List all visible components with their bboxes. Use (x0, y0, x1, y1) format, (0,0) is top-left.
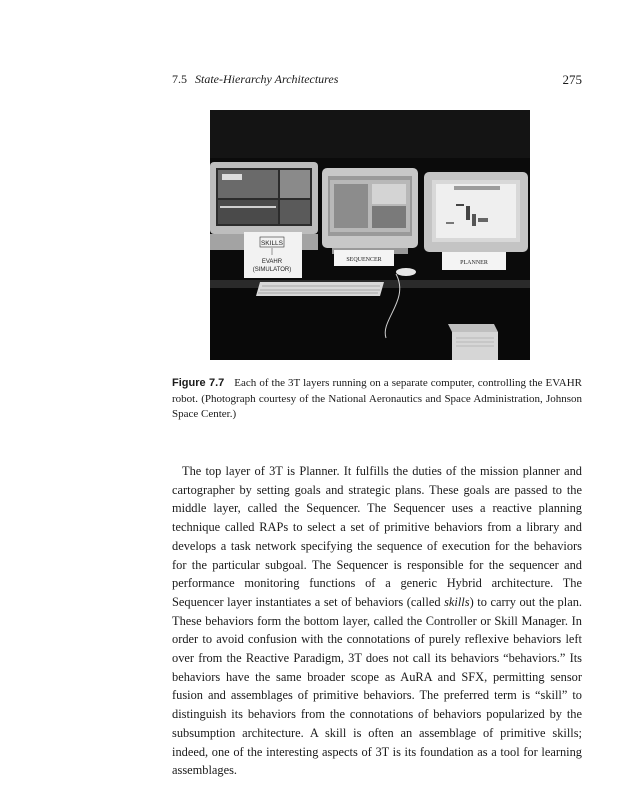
sequencer-monitor (322, 168, 418, 254)
figure-caption (172, 376, 582, 423)
skills-sign-label: SKILLS (260, 240, 284, 247)
sequencer-sign-label: SEQUENCER (346, 257, 382, 263)
body-text-part1: The top layer of 3T is Planner. It fulfills the duties of the mission planner and cartographer by setting goals and strategic plans. These goals are passed to the middle layer, called the Sequencer. The Sequencer uses a reactive planning technique called RAPs to select a set of primitive behaviors from a library and develops a task network specifying the sequence of execution for the behaviors for the particular subgoal. The Sequencer is responsible for the sequencer and performance monitoring functions of a generic Hybrid architecture. The Sequencer layer instantiates a set of behaviors (called (172, 464, 582, 609)
planner-monitor (424, 172, 528, 252)
figure-caption-text: Each of the 3T layers running on a separate computer, controlling the EVAHR robot. (Photograph courtesy of the National Aeronautics and Space Administration, Johnson Space Center.) (172, 377, 583, 420)
figure-photo (210, 110, 530, 360)
skills-emphasis: skills (444, 594, 470, 609)
evahr-sign-label: EVAHR (261, 259, 283, 265)
planner-sign-label: PLANNER (460, 260, 488, 266)
skills-sign (244, 232, 302, 278)
computer-tower (448, 324, 498, 360)
mouse (396, 268, 416, 276)
computer-lab-photo (210, 110, 530, 360)
body-text-part2: ) to carry out the plan. These behaviors form the bottom layer, called the Controller or Skill Manager. In order to avoid confusion with the connotations of purely reflexive behaviors left over from the Reactive Paradigm, 3T does not call its behaviors “behaviors.” Its behaviors have the same broader scope as AuRA and SFX, permitting sensor fusion and assemblages of primitive behaviors. The preferred term is “skill” to distinguish its behaviors from the connotations of behaviors popularized by the subsumption architecture. A skill is often an assemblage of primitive skills; indeed, one of the interesting aspects of 3T is its foundation as a tool for learning assemblages. (172, 594, 582, 778)
simulator-sign-label: (SIMULATOR) (252, 267, 292, 273)
section-number: 7.5 (172, 72, 187, 86)
body-paragraph (172, 462, 582, 780)
page-number: 275 (562, 72, 582, 87)
sequencer-sign (334, 250, 394, 266)
planner-sign (442, 252, 506, 270)
figure-label: Figure 7.7 (172, 377, 225, 389)
section-heading (172, 72, 338, 87)
keyboard (256, 282, 384, 296)
section-title: State-Hierarchy Architectures (195, 72, 339, 86)
running-header (172, 72, 582, 90)
